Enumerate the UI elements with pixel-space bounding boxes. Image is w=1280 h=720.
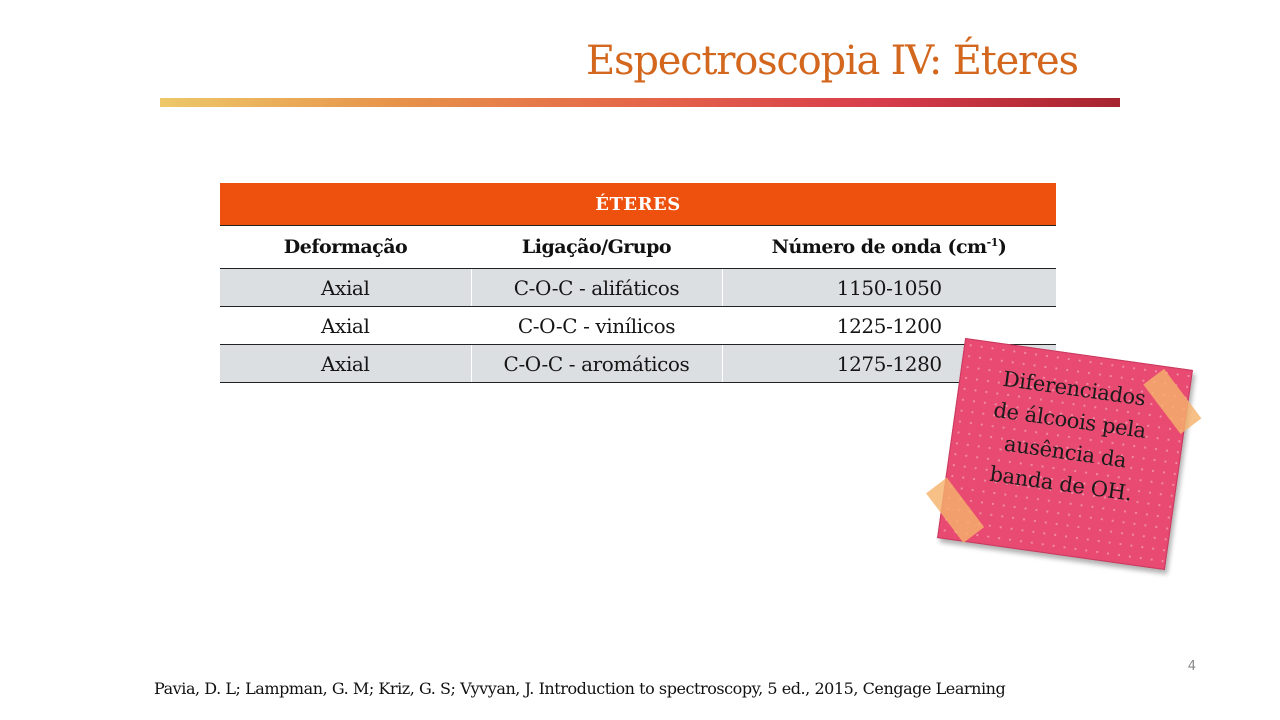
title-gradient-rule: [160, 98, 1120, 107]
cell-numero-de-onda: 1275-1280: [722, 345, 1056, 383]
table-row: [220, 269, 1056, 307]
cell-deformacao: Axial: [220, 345, 471, 383]
cell-ligacao: C-O-C - aromáticos: [471, 345, 722, 383]
header-numero-de-onda: [722, 226, 1056, 269]
cell-numero-de-onda: 1225-1200: [722, 307, 1056, 345]
sticky-note-line: ausência da: [1002, 431, 1128, 473]
sticky-note: [937, 338, 1193, 570]
page-number: 4: [1187, 659, 1196, 674]
slide-title: Espectroscopia IV: Éteres: [586, 38, 1078, 84]
header-numero-de-onda-text: Número de onda (cm: [771, 236, 987, 258]
header-deformacao: Deformação: [220, 226, 471, 269]
table-row: [220, 307, 1056, 345]
cell-numero-de-onda: 1150-1050: [722, 269, 1056, 307]
header-ligacao-grupo: Ligação/Grupo: [471, 226, 722, 269]
sticky-note-line: banda de OH.: [988, 461, 1134, 506]
cell-deformacao: Axial: [220, 269, 471, 307]
table-header-row: [220, 226, 1056, 269]
sticky-note-line: de álcoois pela: [991, 397, 1148, 443]
cell-deformacao: Axial: [220, 307, 471, 345]
citation: Pavia, D. L; Lampman, G. M; Kriz, G. S; Vyvyan, J. Introduction to spectroscopy, 5 ed., 2015, Cengage Learning: [154, 679, 1006, 698]
cell-ligacao: C-O-C - vinílicos: [471, 307, 722, 345]
sticky-note-line: Diferenciados: [1001, 366, 1148, 411]
table-band-row: [220, 183, 1056, 226]
ethers-table-container: [220, 183, 1056, 383]
table-row: [220, 345, 1056, 383]
header-unit-exponent: -1: [986, 236, 998, 249]
table-band-title: ÉTERES: [220, 183, 1056, 226]
ethers-table: [220, 183, 1056, 383]
header-closing-paren: ): [997, 236, 1007, 258]
cell-ligacao: C-O-C - alifáticos: [471, 269, 722, 307]
